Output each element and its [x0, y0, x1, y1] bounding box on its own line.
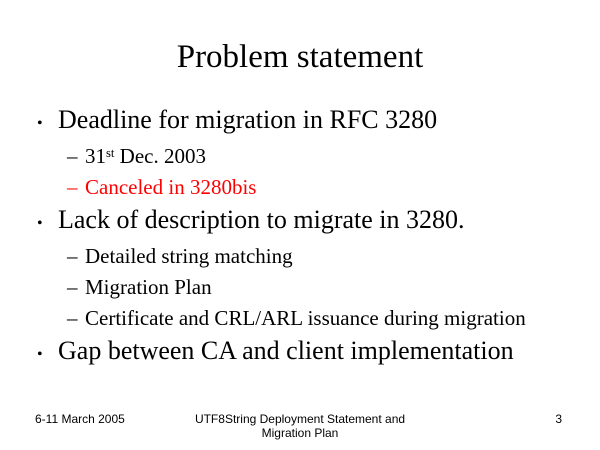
sub-bullet-text — [85, 141, 575, 172]
sub-bullet-item-string-matching — [67, 241, 575, 272]
bullet-icon: • — [37, 215, 43, 232]
bullet-text: Lack of description to migrate in 3280. — [58, 205, 465, 234]
date-rest: Dec. 2003 — [114, 144, 206, 168]
sub-bullet-item-migration-plan — [67, 272, 575, 303]
bullet-text: Deadline for migration in RFC 3280 — [58, 105, 438, 134]
dash-icon: – — [67, 175, 78, 199]
sub-bullet-text: Certificate and CRL/ARL issuance during migration — [85, 306, 526, 330]
footer-date: 6-11 March 2005 — [35, 412, 125, 426]
sub-bullet-item-crl-arl — [67, 303, 575, 334]
footer-page-number: 3 — [555, 412, 562, 426]
sub-bullet-item-date — [67, 141, 575, 172]
bullet-item-gap — [37, 334, 575, 372]
slide-body — [0, 103, 600, 372]
date-day: 31 — [85, 144, 106, 168]
dash-icon: – — [67, 306, 78, 330]
sub-bullet-item-canceled — [67, 172, 575, 203]
slide-title: Problem statement — [176, 39, 424, 75]
bullet-item-deadline — [37, 103, 575, 141]
dash-icon: – — [67, 275, 78, 299]
sub-bullet-text: Detailed string matching — [85, 244, 293, 268]
bullet-icon: • — [37, 346, 43, 363]
ordinal-suffix: st — [106, 146, 115, 161]
footer-deck-title: UTF8String Deployment Statement and Migration Plan — [194, 412, 406, 440]
dash-icon: – — [67, 144, 78, 168]
dash-icon: – — [67, 244, 78, 268]
bullet-text: Gap between CA and client implementation — [58, 336, 514, 365]
bullet-icon: • — [37, 115, 43, 132]
sub-bullet-text: Migration Plan — [85, 275, 212, 299]
bullet-item-lack-of-description — [37, 203, 575, 241]
sub-bullet-text: Canceled in 3280bis — [85, 175, 257, 199]
